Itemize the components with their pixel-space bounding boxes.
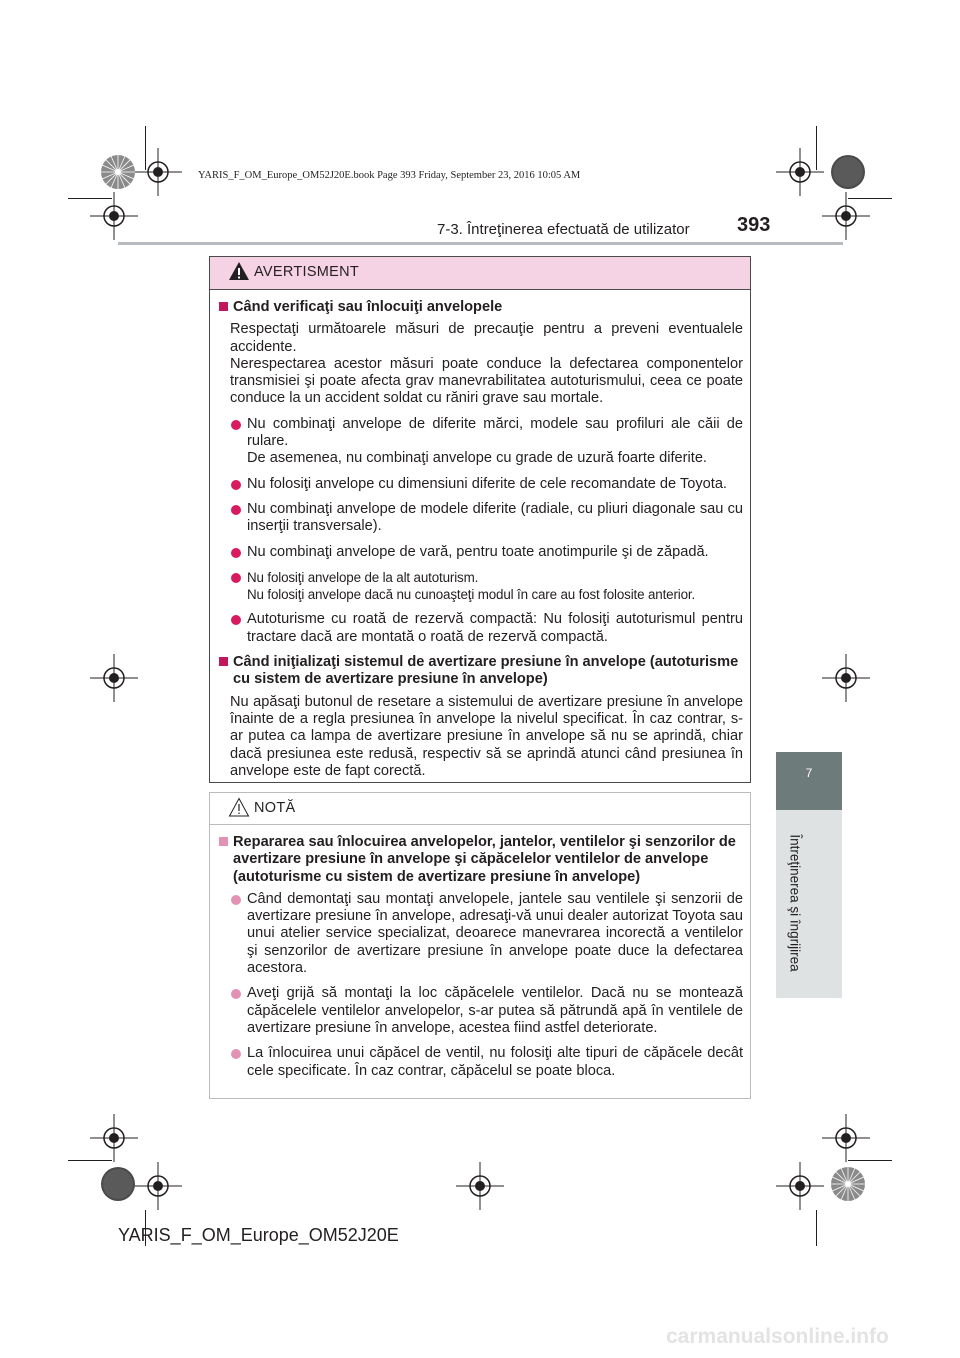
warning-bullet: [217, 416, 743, 468]
registration-mark-bottom-right: [776, 1162, 824, 1210]
bullet-text: Nu combinaţi anvelope de vară, pentru toate anotimpurile şi de zăpadă.: [247, 543, 709, 560]
crop-line-bottom-right-horizontal: [848, 1160, 892, 1161]
note-bullet: [217, 1045, 743, 1080]
bullet-text: Nu folosiţi anvelope cu dimensiuni diferite de cele recomandate de Toyota.: [247, 475, 727, 492]
solid-disc-top-right: [830, 154, 866, 195]
note-bullet: [217, 985, 743, 1037]
warning-intro-1: [217, 321, 743, 407]
bullet-text: Autoturisme cu roată de rezervă compactă: Nu folosiţi autoturismul pentru tractare dacă are montată o roată de rezervă compactă.: [247, 611, 743, 645]
note-body: [217, 834, 743, 1088]
bullet-text: Aveţi grijă să montaţi la loc căpăcelele ventilelor. Dacă nu se montează căpăcelele ventilelor anvelopelor, s-ar putea să pătrundă apă în ventilele de avertizare presiune în anvelope, acestea fiind astfel deteriorate.: [247, 985, 743, 1036]
warning-box: [209, 256, 751, 783]
intro-line: Respectaţi următoarele măsuri de precauţie pentru a preveni eventualele accidente.: [230, 321, 743, 355]
bullet-text: La înlocuirea unui căpăcel de ventil, nu folosiţi alte tipuri de căpăcele decât cele specificate. În caz contrar, căpăcelul se poate bloca.: [247, 1045, 743, 1079]
registration-mark-right-middle: [822, 654, 870, 702]
header-rule: [118, 242, 843, 245]
registration-mark-left-middle: [90, 654, 138, 702]
bullet-text: Când demontaţi sau montaţi anvelopele, jantele sau ventilele şi senzorii de avertizare presiune în anvelope, adresaţi-vă unui dealer autorizat Toyota sau unui atelier service specializat, deoarece manevrarea incorectă a ventilelor şi senzorilor de avertizare presiune în anvelope poate duce la defectarea acestora.: [247, 890, 743, 977]
note-heading: Repararea sau înlocuirea anvelopelor, jantelor, ventilelor şi senzorilor de avertizare presiune în anvelope şi căpăcelelor ventilelor de anvelope (autoturisme cu sistem de avertizare presiune în anvelope): [217, 834, 743, 886]
warning-body: [217, 299, 743, 788]
warning-header: [210, 257, 750, 290]
crop-line-bottom-right-vertical: [816, 1210, 817, 1246]
registration-mark-right-lower: [822, 1114, 870, 1162]
note-box: [209, 792, 751, 1099]
bullet-text: Nu combinaţi anvelope de diferite mărci, modele sau profiluri ale căii de rulare.: [247, 415, 743, 450]
warning-bullet: [217, 501, 743, 536]
registration-mark-left-lower: [90, 1114, 138, 1162]
warning-bullet: [217, 611, 743, 646]
warning-heading-2: Când iniţializaţi sistemul de avertizare presiune în anvelope (autoturisme cu sistem de avertizare presiune în anvelope): [217, 654, 743, 689]
registration-mark-bottom-left: [134, 1162, 182, 1210]
registration-mark-right-upper: [822, 192, 870, 240]
page-number: 393: [737, 214, 771, 236]
warning-triangle-icon: [228, 261, 250, 286]
crop-line-top-right-horizontal: [848, 198, 892, 199]
bullet-text: De asemenea, nu combinaţi anvelope cu grade de uzură foarte diferite.: [247, 450, 707, 467]
registration-mark-top-left: [134, 148, 182, 196]
registration-mark-left-upper: [90, 192, 138, 240]
chapter-tab-number[interactable]: 7: [776, 752, 842, 810]
crop-line-top-left-vertical: [145, 126, 146, 170]
crop-line-top-left-horizontal: [68, 198, 112, 199]
warning-bullet: [217, 476, 743, 493]
intro-line: Nerespectarea acestor măsuri poate conduce la defectarea componentelor transmisiei şi poate afecta grav manevrabilitatea autoturismului, ceea ce poate conduce la un accident soldat cu răniri grave sau mortale.: [230, 355, 743, 407]
section-title: 7-3. Întreţinerea efectuată de utilizator: [437, 221, 690, 238]
warning-bullet: [217, 544, 743, 561]
intro-line: Nu apăsaţi butonul de resetare a sistemului de avertizare presiune în anvelope înainte de a regla presiunea în anvelope la nivelul specificat. În caz contrar, s-ar putea ca lampa de avertizare presiune în anvelope să nu se aprindă, chiar dacă presiunea este redusă, respectiv să se aprindă atunci când presiunea în anvelope este de fapt corectă.: [230, 693, 743, 779]
footer-document-code: YARIS_F_OM_Europe_OM52J20E: [118, 1225, 399, 1245]
chapter-tab-label: [783, 812, 807, 994]
note-bullet: [217, 891, 743, 977]
solid-disc-bottom-left: [100, 1166, 136, 1207]
warning-bullet: [217, 569, 743, 604]
crop-line-top-right-vertical: [816, 126, 817, 170]
crop-line-bottom-left-horizontal: [68, 1160, 112, 1161]
bullet-text: Nu combinaţi anvelope de modele diferite (radiale, cu pliuri diagonale sau cu inserţii transversale).: [247, 500, 743, 535]
starburst-mark-bottom-right: [830, 1166, 866, 1207]
bullet-text: Nu folosiţi anvelope de la alt autoturism.: [247, 569, 479, 585]
warning-title: AVERTISMENT: [254, 264, 360, 280]
note-title: NOTĂ: [254, 800, 296, 816]
print-info-line: YARIS_F_OM_Europe_OM52J20E.book Page 393 Friday, September 23, 2016 10:05 AM: [198, 170, 581, 181]
watermark: carmanualsonline.info: [666, 1325, 889, 1348]
registration-mark-bottom-center: [456, 1162, 504, 1210]
bullet-text: Nu folosiţi anvelope dacă nu cunoaşteţi modul în care au fost folosite anterior.: [247, 587, 696, 603]
note-header: [210, 793, 750, 825]
caution-triangle-outline-icon: [228, 797, 250, 822]
chapter-tab-title: Întreţinerea şi îngrijirea: [787, 834, 803, 972]
starburst-mark-top-left: [100, 154, 136, 195]
warning-intro-2: [217, 694, 743, 780]
warning-heading-1: Când verificaţi sau înlocuiţi anvelopele: [217, 299, 743, 316]
